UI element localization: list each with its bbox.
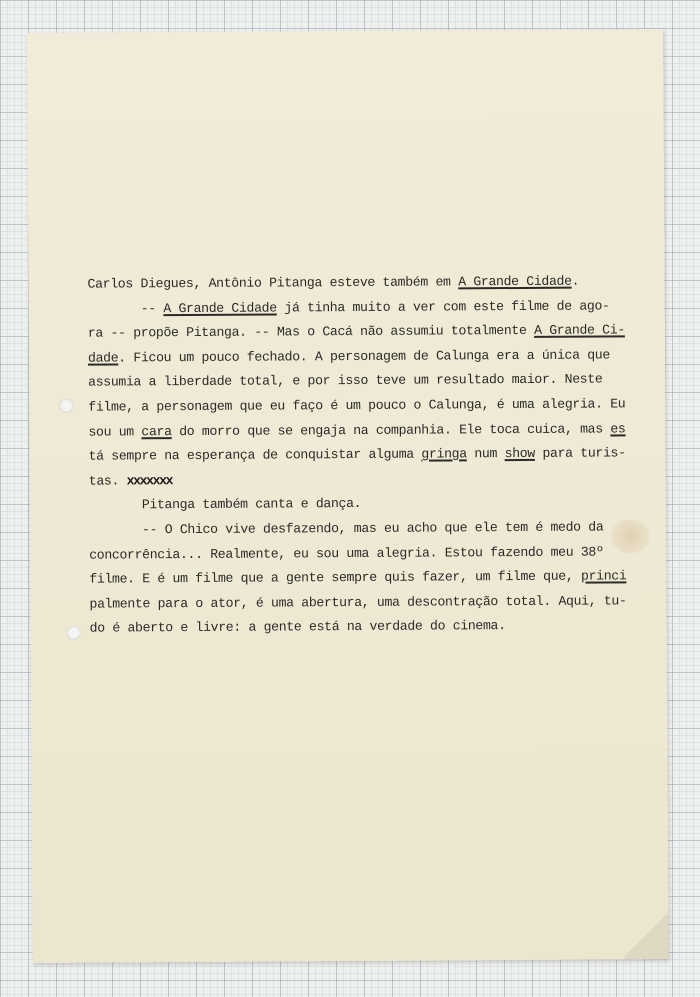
text-segment: assumia a liberdade total, e por isso teve um resultado maior. Neste	[88, 371, 603, 391]
text-segment: do é aberto e livre: a gente está na verdade do cinema.	[89, 618, 506, 636]
text-segment: tas.	[88, 473, 127, 489]
text-line	[89, 540, 649, 568]
text-line	[88, 417, 648, 445]
text-line	[88, 392, 648, 420]
underlined-text: show	[504, 446, 535, 462]
text-segment: concorrência... Realmente, eu sou uma alegria. Estou fazendo meu 38º	[89, 544, 604, 563]
underlined-text: A Grande Ci-	[534, 322, 625, 339]
text-segment: .	[571, 273, 580, 289]
text-line	[88, 343, 648, 371]
text-segment: sou um	[88, 423, 142, 440]
text-segment: para turis-	[534, 445, 626, 462]
text-line	[87, 269, 647, 297]
text-segment: -- O Chico vive desfazendo, mas eu acho que ele tem é medo da	[88, 519, 604, 538]
text-segment: --	[87, 300, 164, 317]
text-segment: do morro que se engaja na companhia. Ele toca cuica, mas	[171, 421, 611, 439]
text-segment: . Ficou um pouco fechado. A personagem de Calunga era a única que	[118, 347, 610, 366]
text-segment: ra -- propõe Pitanga. -- Mas o Cacá não assumiu totalmente	[87, 323, 535, 341]
text-line	[89, 441, 649, 469]
text-segment: filme. E é um filme que a gente sempre quis fazer, um filme que,	[89, 568, 582, 587]
text-segment: filme, a personagem que eu faço é um pouco o Calunga, é uma alegria. Eu	[88, 396, 626, 415]
text-line	[89, 589, 649, 617]
text-segment: já tinha muito a ver com este filme de ago-	[276, 298, 610, 316]
underlined-text: A Grande Cidade	[163, 300, 277, 316]
text-line	[89, 491, 649, 519]
corner-fold	[624, 909, 668, 959]
text-line	[88, 294, 648, 322]
text-segment: Carlos Diegues, Antônio Pitanga esteve também em	[87, 274, 459, 292]
text-line	[88, 368, 648, 396]
text-segment: num	[466, 446, 505, 462]
text-segment: palmente para o ator, é uma abertura, uma descontração total. Aqui, tu-	[89, 593, 627, 612]
text-line	[88, 318, 648, 346]
text-line	[89, 564, 649, 592]
punch-hole	[67, 626, 81, 640]
text-segment: Pitanga também canta e dança.	[88, 496, 362, 513]
underlined-text: es	[610, 420, 626, 437]
underlined-text: A Grande Cidade	[458, 273, 572, 290]
underlined-text: cara	[141, 423, 172, 439]
typed-text-block	[87, 269, 649, 641]
typewritten-page	[27, 29, 669, 963]
text-segment: tá sempre na esperança de conquistar alguma	[88, 446, 422, 464]
punch-hole	[59, 399, 73, 413]
text-line	[90, 614, 650, 642]
underlined-text: princi	[580, 568, 627, 584]
underlined-text: dade	[87, 350, 119, 366]
struck-out-text: xxxxxxx	[126, 472, 173, 489]
text-line	[89, 515, 649, 543]
underlined-text: gringa	[421, 446, 467, 462]
text-line	[89, 466, 649, 494]
